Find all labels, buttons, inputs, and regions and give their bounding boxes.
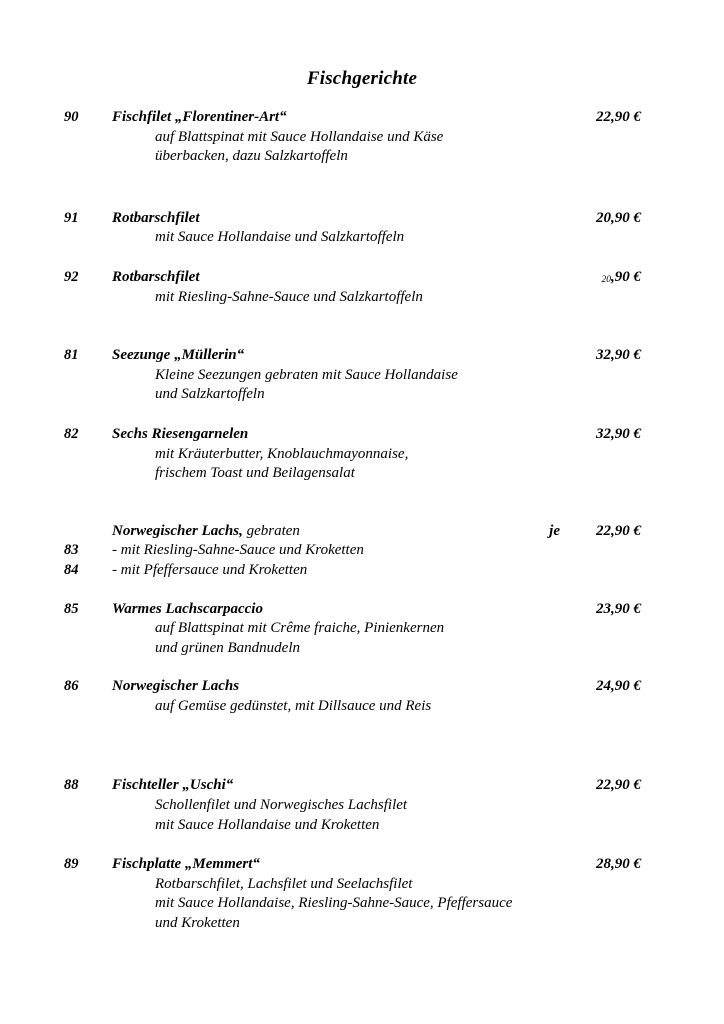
menu-entry-description-line <box>0 875 724 895</box>
menu-item-price: 22,90 € <box>596 109 641 125</box>
menu-entry-head <box>0 425 724 445</box>
menu-entry-description-line <box>0 228 724 248</box>
menu-item-title <box>112 268 200 288</box>
menu-item-number: 85 <box>64 600 79 617</box>
menu-entry-description-line <box>0 128 724 148</box>
menu-entry-description-line <box>0 366 724 386</box>
menu-item-description: Schollenfilet und Norwegisches Lachsfilet <box>155 797 408 814</box>
menu-item-description: mit Sauce Hollandaise und Kroketten <box>155 816 380 833</box>
menu-entry-head <box>0 108 724 128</box>
menu-entry-description-line <box>0 619 724 639</box>
menu-entry[interactable] <box>0 600 724 659</box>
entry-spacer <box>0 658 724 677</box>
menu-item-number: 91 <box>64 209 79 226</box>
menu-item-price: 22,90 € <box>596 777 641 794</box>
menu-entry[interactable] <box>0 522 724 581</box>
menu-item-title-main: Rotbarschfilet <box>112 209 200 226</box>
menu-item-title <box>112 855 260 875</box>
menu-item-title-main: Fischfilet „Florentiner-Art“ <box>112 109 287 125</box>
menu-entry-head <box>0 600 724 620</box>
menu-item-description: Kleine Seezungen gebraten mit Sauce Hollandaise <box>155 366 458 383</box>
menu-entry-head <box>0 209 724 229</box>
menu-item-description: überbacken, dazu Salzkartoffeln <box>155 148 348 165</box>
menu-entry[interactable] <box>0 776 724 835</box>
menu-entry[interactable] <box>0 677 724 716</box>
menu-item-price: 28,90 € <box>596 856 641 873</box>
menu-item-title <box>112 677 239 697</box>
entry-spacer <box>0 307 724 346</box>
menu-item-number: 84 <box>64 561 79 578</box>
menu-entry-suboption[interactable] <box>0 541 724 561</box>
menu-item-title <box>112 776 233 796</box>
menu-entry-description-line <box>0 697 724 717</box>
menu-item-description: und grünen Bandnudeln <box>155 639 300 656</box>
menu-item-title <box>112 108 287 128</box>
menu-item-description: und Kroketten <box>155 915 240 932</box>
menu-item-description: Rotbarschfilet, Lachsfilet und Seelachsfilet <box>155 875 413 892</box>
menu-item-number: 92 <box>64 268 79 285</box>
menu-entry-description-line <box>0 639 724 659</box>
menu-item-description: mit Kräuterbutter, Knoblauchmayonnaise, <box>155 445 409 462</box>
menu-item-title <box>112 600 263 620</box>
menu-entry-description-line <box>0 147 724 167</box>
menu-item-description: und Salzkartoffeln <box>155 386 265 403</box>
menu-item-title <box>112 522 300 542</box>
menu-entry[interactable] <box>0 209 724 248</box>
menu-item-description: mit Riesling-Sahne-Sauce und Salzkartoffeln <box>155 288 423 305</box>
entry-spacer <box>0 167 724 209</box>
menu-entry[interactable] <box>0 425 724 484</box>
menu-list <box>0 108 724 934</box>
menu-item-number: 81 <box>64 347 79 364</box>
menu-item-title-main: Norwegischer Lachs, <box>112 522 243 539</box>
menu-entry-description-line <box>0 894 724 914</box>
entry-spacer <box>0 835 724 855</box>
menu-item-number: 83 <box>64 542 79 559</box>
menu-item-title-main: Rotbarschfilet <box>112 268 200 285</box>
menu-item-price: 22,90 € <box>596 522 641 539</box>
menu-item-title-main: Norwegischer Lachs <box>112 678 240 695</box>
price-each-label: je <box>549 522 560 539</box>
menu-item-number: 89 <box>64 856 79 873</box>
menu-item-title <box>112 209 200 229</box>
menu-entry-head <box>0 346 724 366</box>
menu-item-title-main: Sechs Riesengarnelen <box>112 425 249 442</box>
menu-entry[interactable] <box>0 346 724 405</box>
menu-entry-head <box>0 776 724 796</box>
menu-item-suboption-text: - mit Riesling-Sahne-Sauce und Kroketten <box>112 542 364 559</box>
menu-item-description: auf Blattspinat mit Crême fraiche, Pinienkernen <box>155 620 445 637</box>
menu-entry-head <box>0 855 724 875</box>
menu-item-price: 23,90 € <box>596 600 641 617</box>
menu-entry[interactable] <box>0 268 724 307</box>
menu-entry-description-line <box>0 464 724 484</box>
menu-item-number: 82 <box>64 425 79 442</box>
menu-entry[interactable] <box>0 108 724 167</box>
menu-item-title <box>112 346 244 366</box>
menu-item-description: frischem Toast und Beilagensalat <box>155 465 355 482</box>
entry-spacer <box>0 248 724 268</box>
price-prefix-small: 20 <box>601 275 611 286</box>
menu-entry-description-line <box>0 796 724 816</box>
menu-item-suboption-text: - mit Pfeffersauce und Kroketten <box>112 561 308 578</box>
menu-item-title-main: Fischplatte „Memmert“ <box>112 856 260 873</box>
menu-entry-description-line <box>0 914 724 934</box>
menu-item-description: auf Gemüse gedünstet, mit Dillsauce und Reis <box>155 697 432 714</box>
menu-item-description: mit Sauce Hollandaise und Salzkartoffeln <box>155 229 405 246</box>
menu-entry-head <box>0 522 724 542</box>
menu-entry-description-line <box>0 445 724 465</box>
menu-item-title-main: Warmes Lachscarpaccio <box>112 600 263 617</box>
menu-item-number: 86 <box>64 678 79 695</box>
menu-item-price <box>441 268 641 290</box>
menu-entry-description-line <box>0 288 724 308</box>
menu-item-price: 32,90 € <box>596 425 641 442</box>
menu-item-description: auf Blattspinat mit Sauce Hollandaise und Käse <box>155 128 444 145</box>
menu-item-number: 88 <box>64 777 79 794</box>
entry-spacer <box>0 716 724 776</box>
menu-item-price: 32,90 € <box>596 347 641 364</box>
menu-item-number: 90 <box>64 109 79 125</box>
entry-spacer <box>0 581 724 600</box>
menu-entry-description-line <box>0 385 724 405</box>
menu-item-title <box>112 425 248 445</box>
entry-spacer <box>0 484 724 522</box>
menu-entry-description-line <box>0 816 724 836</box>
page-title: Fischgerichte <box>306 68 418 89</box>
menu-item-title-main: Fischteller „Uschi“ <box>112 777 234 794</box>
menu-item-price: 20,90 € <box>596 209 641 226</box>
menu-item-title-main: Seezunge „Müllerin“ <box>112 347 245 364</box>
menu-entry-head <box>0 677 724 697</box>
menu-item-title-tail: gebraten <box>242 522 300 539</box>
menu-item-description: mit Sauce Hollandaise, Riesling-Sahne-Sauce, Pfeffersauce <box>155 895 513 912</box>
menu-entry[interactable] <box>0 855 724 933</box>
menu-entry-head <box>0 268 724 288</box>
price-rest: ,90 € <box>611 268 641 285</box>
entry-spacer <box>0 405 724 425</box>
menu-entry-suboption[interactable] <box>0 561 724 581</box>
menu-item-price: 24,90 € <box>596 678 641 695</box>
